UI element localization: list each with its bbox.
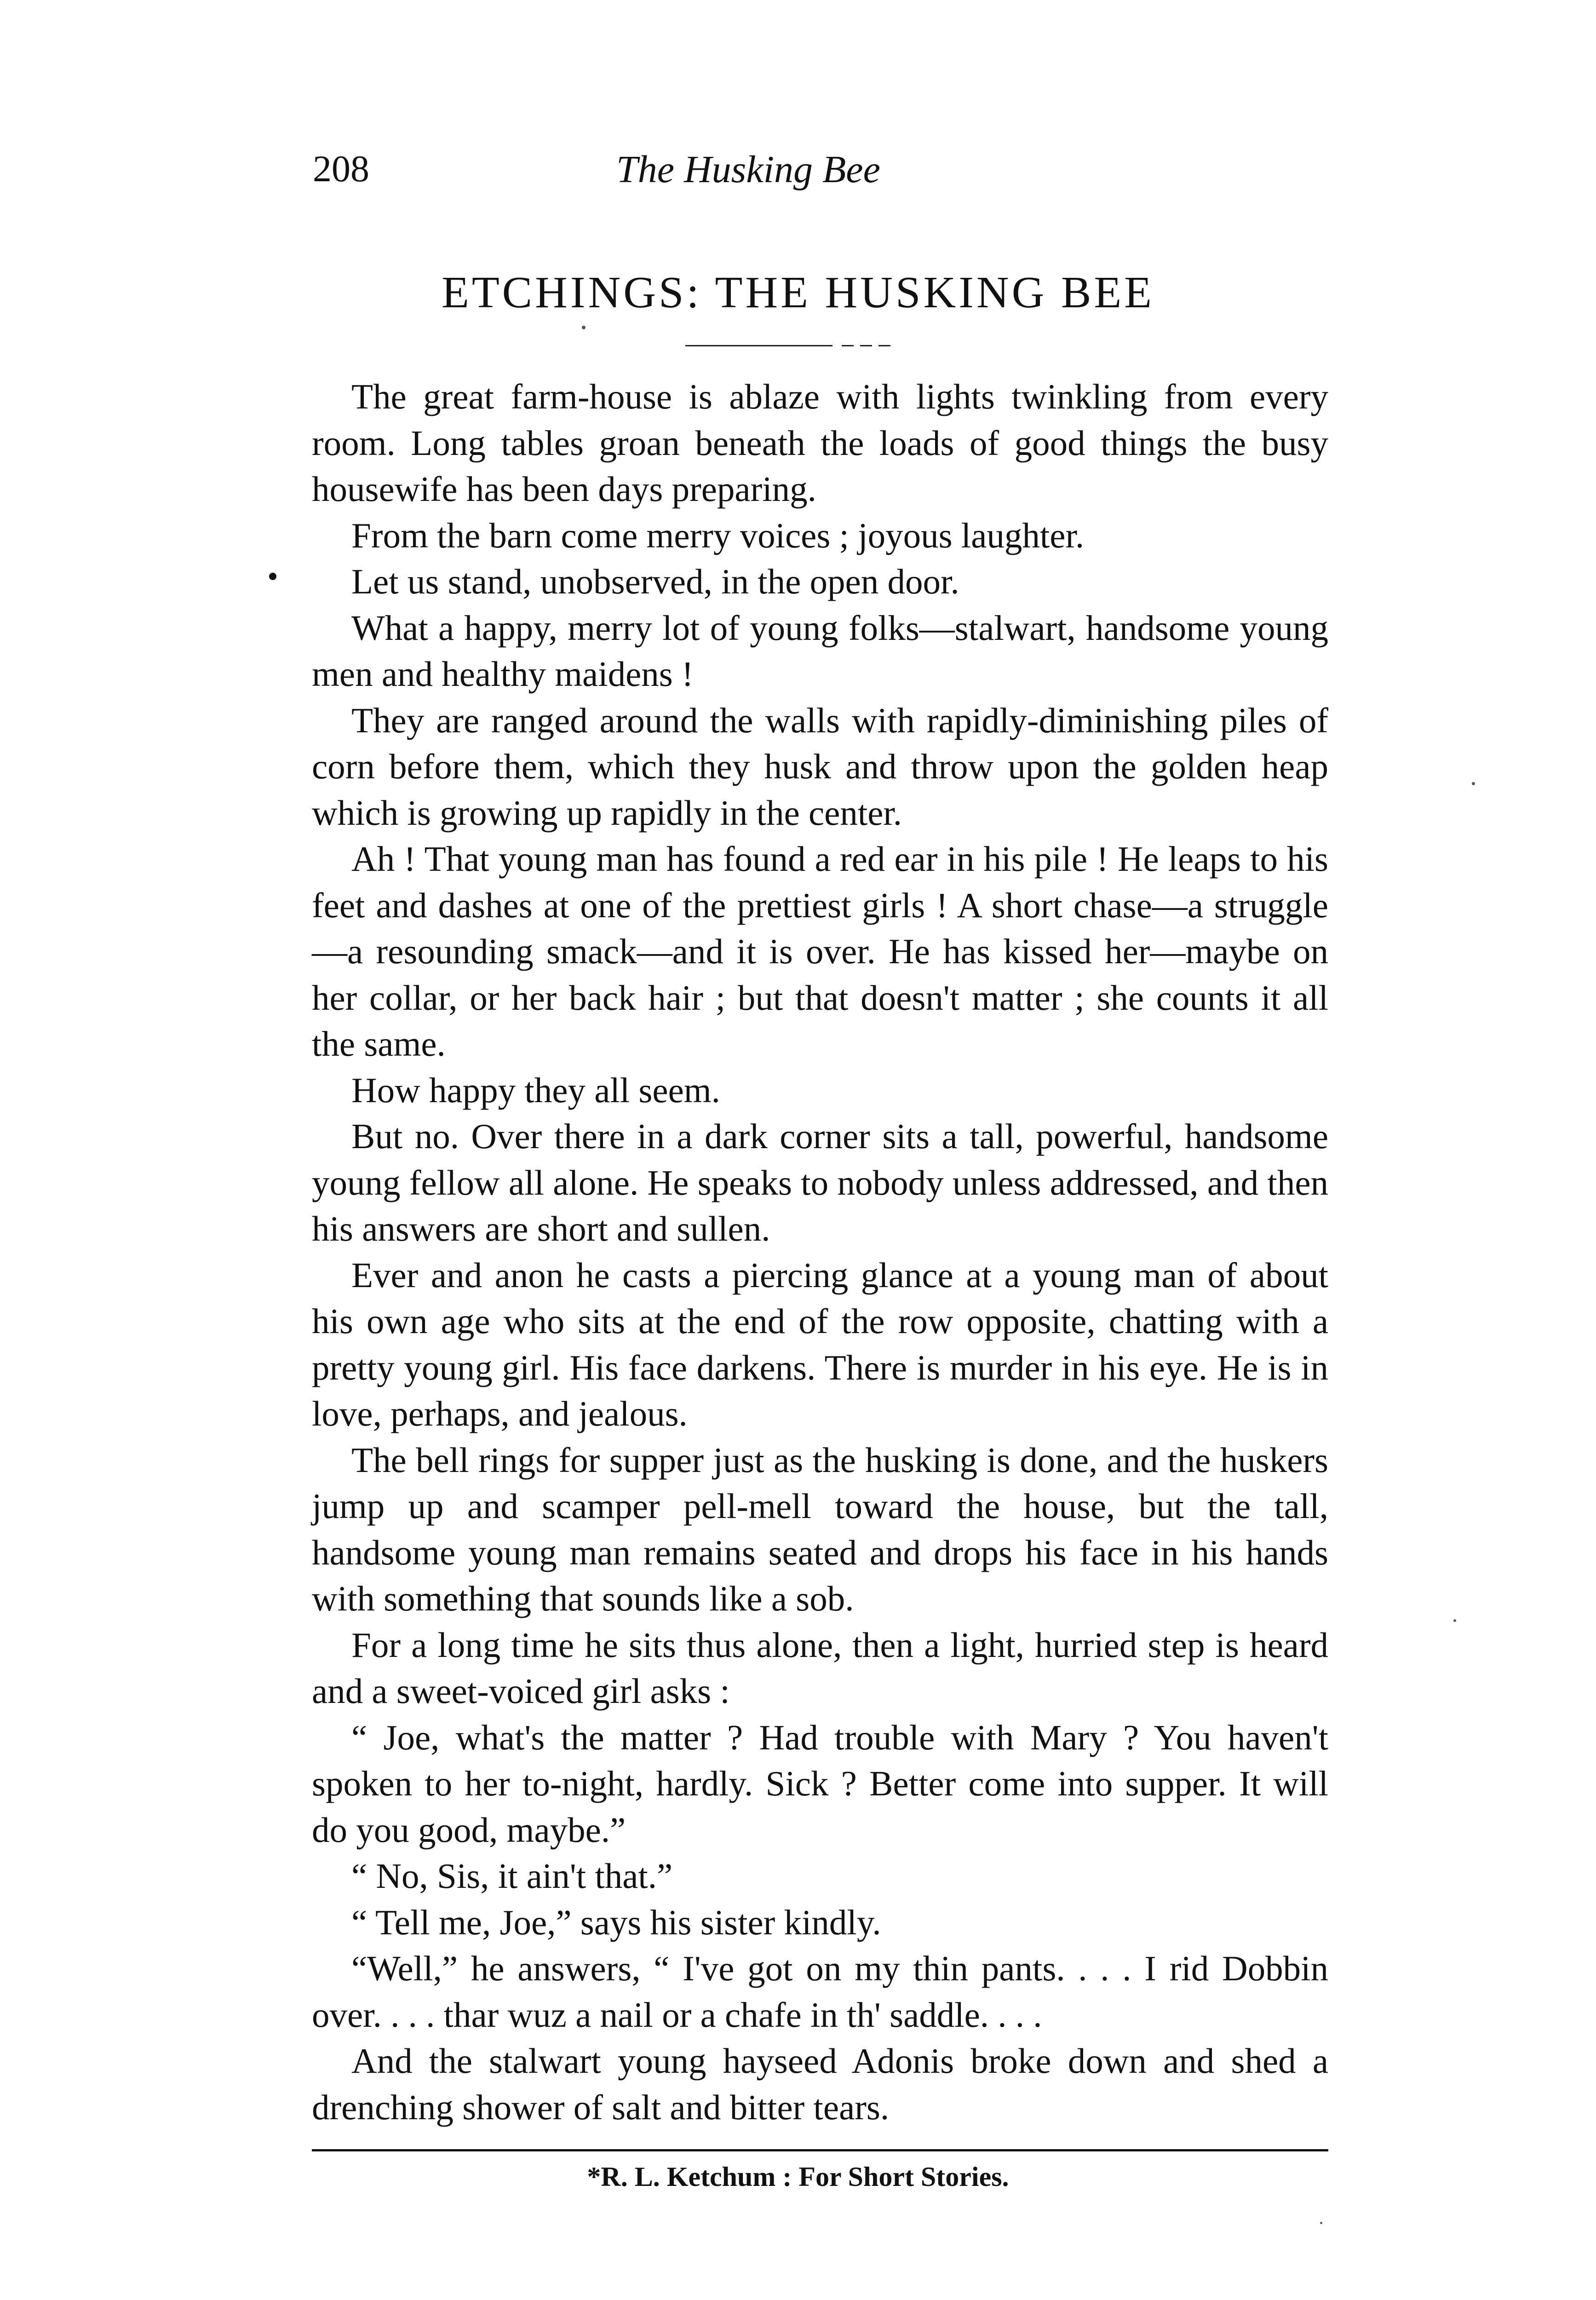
title-rule: [685, 345, 832, 346]
margin-mark: [269, 573, 276, 580]
paragraph: Ever and anon he casts a piercing glance at a young man of about his own age who sits at the end of the row opposite, chatting with a pretty young girl. His face darkens. There is murder in his eye. He is in love, perhaps, and jealous.: [312, 1255, 1328, 1433]
paragraph: Ah ! That young man has found a red ear in his pile ! He leaps to his feet and dashes at one of the prettiest girls ! A short chase—a struggle—a resounding smack—and it is over. He has kissed her—maybe on her collar, or her back hair ; but that doesn't matter ; she counts it all the same.: [312, 839, 1328, 1064]
footnote: *R. L. Ketchum : For Short Stories.: [587, 2162, 1009, 2192]
paper-speck: [1453, 1619, 1456, 1622]
paper-speck: [1472, 782, 1475, 785]
paragraph: Let us stand, unobserved, in the open door.: [351, 562, 959, 601]
paragraph: How happy they all seem.: [351, 1070, 720, 1110]
paragraph: And the stalwart young hayseed Adonis broke down and shed a drenching shower of salt and bitter tears.: [312, 2041, 1328, 2127]
running-head: [0, 138, 1596, 198]
paragraph: “ Joe, what's the matter ? Had trouble with Mary ? You haven't spoken to her to-night, hardly. Sick ? Better come into supper. It will do you good, maybe.”: [312, 1717, 1328, 1850]
paragraph: “Well,” he answers, “ I've got on my thin pants. . . . I rid Dobbin over. . . . thar wuz a nail or a chafe in th' saddle. . . .: [312, 1949, 1328, 2035]
paragraph: “ Tell me, Joe,” says his sister kindly.: [351, 1902, 881, 1942]
page-number: 208: [313, 148, 369, 190]
paragraph: For a long time he sits thus alone, then a light, hurried step is heard and a sweet-voiced girl asks :: [312, 1625, 1328, 1711]
paper-speck: [582, 326, 586, 329]
paragraph: But no. Over there in a dark corner sits a tall, powerful, handsome young fellow all alone. He speaks to nobody unless addressed, and then his answers are short and sullen.: [312, 1116, 1328, 1248]
running-title: The Husking Bee: [616, 148, 880, 191]
article-title: ETCHINGS: THE HUSKING BEE: [441, 268, 1155, 317]
paragraph: They are ranged around the walls with rapidly-diminishing piles of corn before them, which they husk and throw upon the golden heap which is growing up rapidly in the center.: [312, 700, 1328, 833]
paragraph: “ No, Sis, it ain't that.”: [351, 1856, 673, 1896]
paper-speck: [1320, 2222, 1322, 2224]
paragraph: From the barn come merry voices ; joyous laughter.: [351, 515, 1085, 555]
paragraph: The great farm-house is ablaze with lights twinkling from every room. Long tables groan beneath the loads of good things the busy housewife has been days preparing.: [312, 377, 1328, 509]
article-body: [312, 374, 1328, 2130]
title-rule-tail: [842, 345, 897, 346]
paragraph: What a happy, merry lot of young folks—stalwart, handsome young men and healthy maidens !: [312, 608, 1328, 694]
paragraph: The bell rings for supper just as the husking is done, and the huskers jump up and scamper pell-mell toward the house, but the tall, handsome young man remains seated and drops his face in his hands with something that sounds like a sob.: [312, 1440, 1328, 1618]
footnote-rule: [312, 2149, 1328, 2151]
